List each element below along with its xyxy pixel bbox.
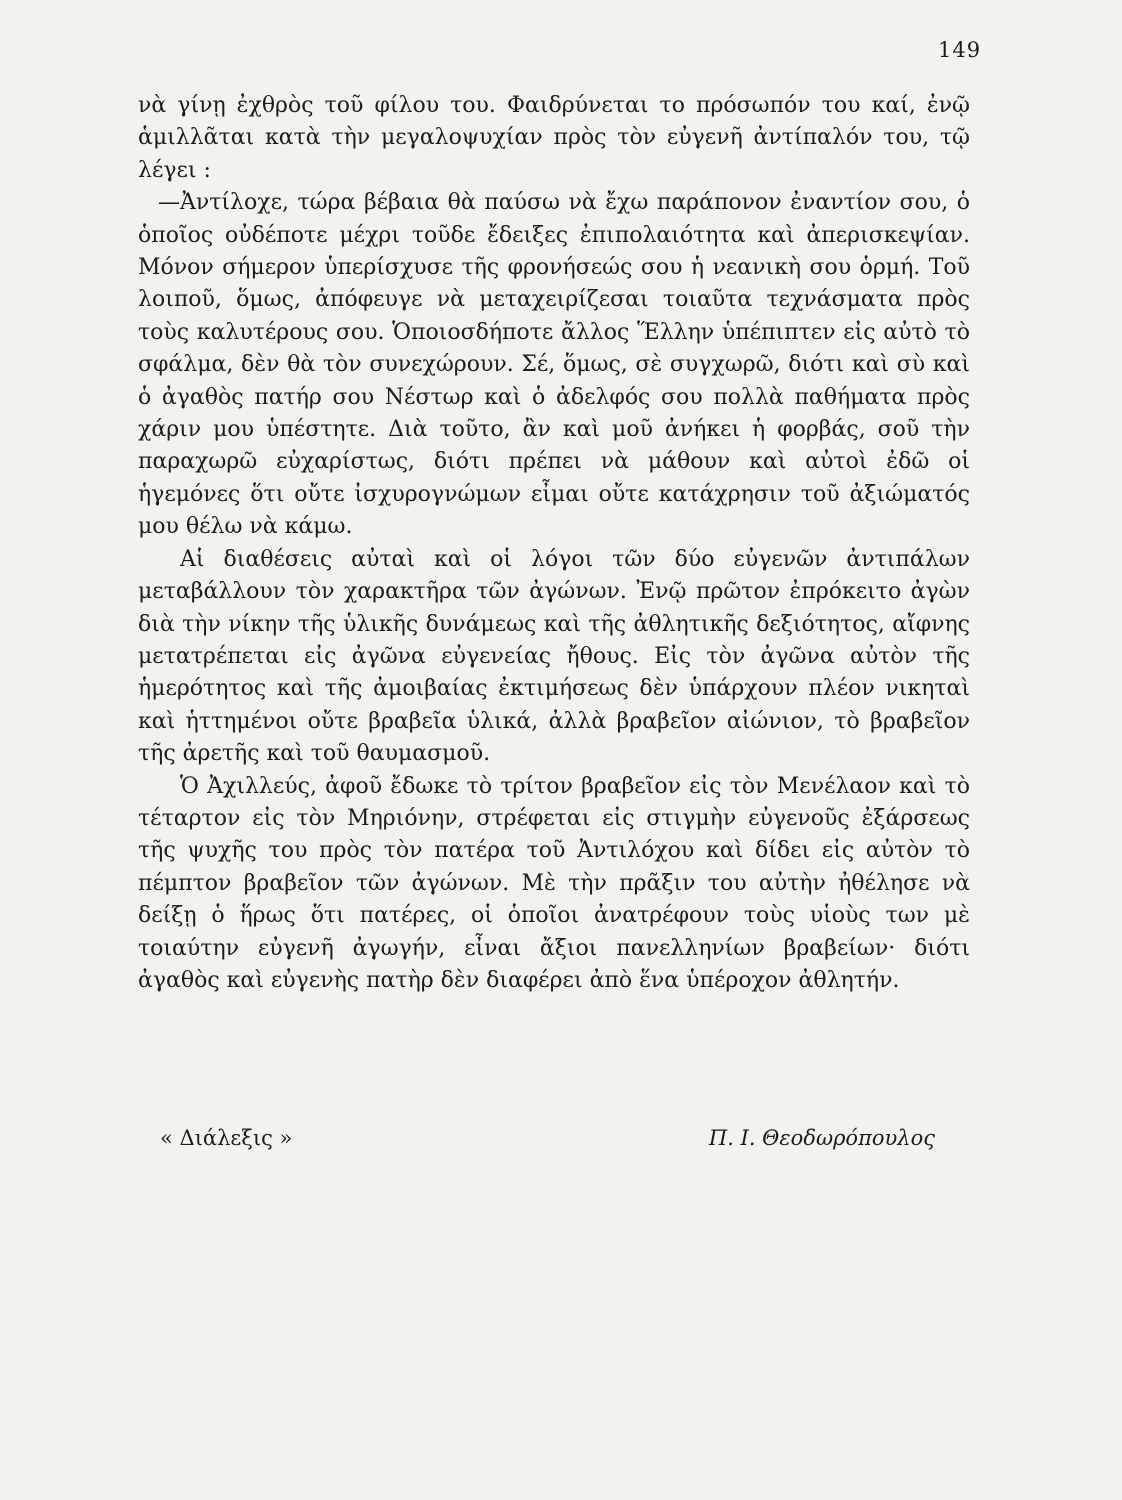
page-number: 149 <box>938 38 982 62</box>
signature-line <box>160 1126 935 1156</box>
author-name: Π. Ι. Θεοδωρόπουλος <box>708 1126 935 1150</box>
paragraph-dialogue: —Ἀντίλοχε, τώρα βέβαια θὰ παύσω νὰ ἔχω παράπονον ἐναντίον σου, ὁ ὁποῖος οὐδέποτε μέχρι τοῦδε ἔδειξες ἐπιπολαιότητα καὶ ἀπερισκεψίαν. Μόνον σήμερον ὑπερίσχυσε τῆς φρονήσεώς σου ἡ νεανικὴ σου ὁρμή. Τοῦ λοιποῦ, ὅμως, ἀπόφευγε νὰ μεταχειρίζεσαι τοιαῦτα τεχνάσματα πρὸς τοὺς καλυτέρους σου. Ὁποιοσδήποτε ἄλλος Ἕλλην ὑπέπιπτεν εἰς αὐτὸ τὸ σφάλμα, δὲν θὰ τὸν συνεχώρουν. Σέ, ὅμως, σὲ συγχωρῶ, διότι καὶ σὺ καὶ ὁ ἀγαθὸς πατήρ σου Νέστωρ καὶ ὁ ἀδελφός σου πολλὰ παθήματα πρὸς χάριν μου ὑπέστητε. Διὰ τοῦτο, ἂν καὶ μοῦ ἀνήκει ἡ φορβάς, σοῦ τὴν παραχωρῶ εὐχαρίστως, διότι πρέπει νὰ μάθουν καὶ αὐτοὶ ἐδῶ οἱ ἡγεμόνες ὅτι οὔτε ἰσχυρογνώμων εἶμαι οὔτε κατάχρησιν τοῦ ἀξιώματός μου θέλω νὰ κάμω. <box>138 190 970 540</box>
paragraph-commentary: Αἱ διαθέσεις αὐταὶ καὶ οἱ λόγοι τῶν δύο εὐγενῶν ἀντιπάλων μεταβάλλουν τὸν χαρακτῆρα τῶν ἀγώνων. Ἐνῷ πρῶτον ἐπρόκειτο ἀγὼν διὰ τὴν νίκην τῆς ὑλικῆς δυνάμεως καὶ τῆς ἀθλητικῆς δεξιότητος, αἴφνης μετατρέπεται εἰς ἀγῶνα εὐγενείας ἤθους. Εἰς τὸν ἀγῶνα αὐτὸν τῆς ἡμερότητος καὶ τῆς ἀμοιβαίας ἐκτιμήσεως δὲν ὑπάρχουν πλέον νικηταὶ καὶ ἡττημένοι οὔτε βραβεῖα ὑλικά, ἀλλὰ βραβεῖον αἰώνιον, τὸ βραβεῖον τῆς ἀρετῆς καὶ τοῦ θαυμασμοῦ. <box>138 546 970 767</box>
source-title: « Διάλεξις » <box>160 1126 293 1150</box>
paragraph-achilles: Ὁ Ἀχιλλεύς, ἀφοῦ ἔδωκε τὸ τρίτον βραβεῖον εἰς τὸν Μενέλαον καὶ τὸ τέταρτον εἰς τὸν Μηριόνην, στρέφεται εἰς στιγμὴν εὐγενοῦς ἐξάρσεως τῆς ψυχῆς του πρὸς τὸν πατέρα τοῦ Ἀντιλόχου καὶ δίδει εἰς αὐτὸν τὸ πέμπτον βραβεῖον τῶν ἀγώνων. Μὲ τὴν πρᾶξιν του αὐτὴν ἠθέλησε νὰ δείξῃ ὁ ἥρως ὅτι πατέρες, οἱ ὁποῖοι ἀνατρέφουν τοὺς υἱοὺς των μὲ τοιαύτην εὐγενῆ ἀγωγήν, εἶναι ἄξιοι πανελληνίων βραβείων· διότι ἀγαθὸς καὶ εὐγενὴς πατὴρ δὲν διαφέρει ἀπὸ ἕνα ὑπέροχον ἀθλητήν. <box>138 773 970 993</box>
body-text <box>138 90 970 997</box>
paragraph-opening: νὰ γίνῃ ἐχθρὸς τοῦ φίλου του. Φαιδρύνεται το πρόσωπόν του καί, ἐνῷ ἁμιλλᾶται κατὰ τὴν μεγαλοψυχίαν πρὸς τὸν εὐγενῆ ἀντίπαλόν του, τῷ λέγει : <box>138 93 970 183</box>
